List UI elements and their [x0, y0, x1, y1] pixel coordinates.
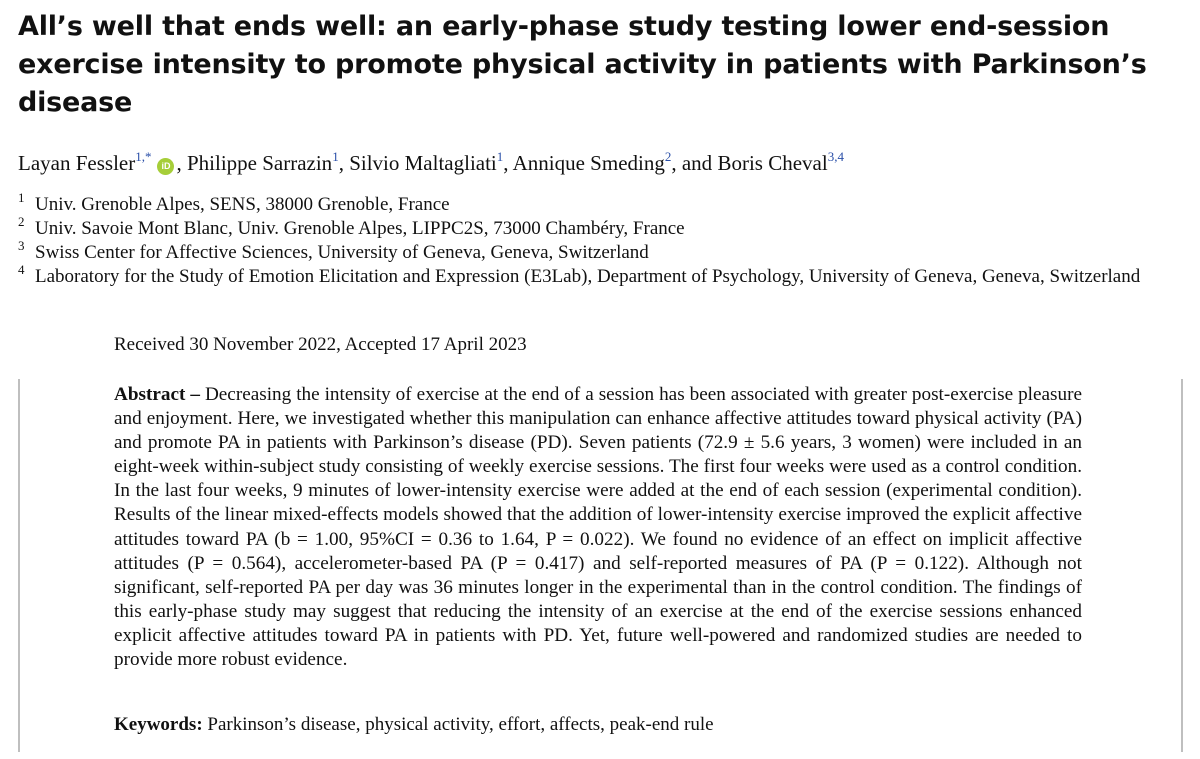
- received-accepted-dates: Received 30 November 2022, Accepted 17 April 2023: [114, 334, 527, 355]
- affiliation-text: Swiss Center for Affective Sciences, University of Geneva, Geneva, Switzerland: [35, 242, 649, 263]
- affiliation-number: 4: [18, 262, 25, 277]
- affiliation-text: Univ. Grenoble Alpes, SENS, 38000 Grenoble, France: [35, 194, 450, 215]
- affiliation-text: Laboratory for the Study of Emotion Elicitation and Expression (E3Lab), Department of Psychology, University of Geneva, Geneva, Switzerland: [35, 266, 1141, 287]
- affiliation: [18, 238, 1188, 265]
- affiliation-list: [18, 190, 1188, 289]
- author-name: Annique Smeding: [512, 151, 665, 175]
- affiliation-text: Univ. Savoie Mont Blanc, Univ. Grenoble Alpes, LIPPC2S, 73000 Chambéry, France: [35, 218, 685, 239]
- author-sep: ,: [176, 151, 187, 175]
- abstract: [114, 383, 1082, 672]
- author-affil-sup: 1: [496, 149, 504, 164]
- author-affil-sup: 2: [664, 149, 672, 164]
- author-name: Boris Cheval: [717, 151, 828, 175]
- abstract-right-rule: [1181, 379, 1183, 752]
- abstract-label: Abstract –: [114, 384, 200, 405]
- author-name: Layan Fessler: [18, 151, 136, 175]
- author-affil-sup: 1,*: [135, 149, 152, 164]
- keywords: [114, 713, 714, 737]
- author-sep: ,: [503, 151, 513, 175]
- affiliation: [18, 190, 1188, 217]
- author-name: Philippe Sarrazin: [186, 151, 333, 175]
- author-name: Silvio Maltagliati: [349, 151, 497, 175]
- keywords-label: Keywords:: [114, 714, 203, 735]
- affiliation-number: 3: [18, 238, 25, 253]
- keywords-text: Parkinson’s disease, physical activity, effort, affects, peak-end rule: [207, 714, 714, 735]
- orcid-icon[interactable]: iD: [157, 158, 174, 175]
- paper-title: All’s well that ends well: an early-phase study testing lower end-session exercise intensity to promote physical activity in patients with Parkinson’s disease: [18, 11, 1147, 118]
- abstract-text: Decreasing the intensity of exercise at the end of a session has been associated with greater post-exercise pleasure and enjoyment. Here, we investigated whether this manipulation can enhance affective attitudes toward physical activity (PA) and promote PA in patients with Parkinson’s disease (PD). Seven patients (72.9 ± 5.6 years, 3 women) were included in an eight-week within-subject study consisting of weekly exercise sessions. The first four weeks were used as a control condition. In the last four weeks, 9 minutes of lower-intensity exercise were added at the end of each session (experimental condition). Results of the linear mixed-effects models showed that the addition of lower-intensity exercise improved the explicit affective attitudes toward PA (b = 1.00, 95%CI = 0.36 to 1.64, P = 0.022). We found no evidence of an effect on implicit affective attitudes (P = 0.564), accelerometer-based PA (P = 0.417) and self-reported measures of PA (P = 0.122). Although not significant, self-reported PA per day was 36 minutes longer in the experimental than in the control condition. The findings of this early-phase study may suggest that reducing the intensity of an exercise at the end of the exercise sessions enhanced explicit affective attitudes toward PA in patients with PD. Yet, future well-powered and randomized studies are needed to provide more robust evidence.: [114, 384, 1083, 671]
- author-sep: ,: [338, 151, 350, 175]
- author-list: [18, 148, 1188, 178]
- affiliation-number: 1: [18, 190, 25, 205]
- author-sep: , and: [671, 151, 718, 175]
- affiliation: [18, 214, 1188, 241]
- abstract-left-rule: [18, 379, 20, 752]
- author-affil-sup: 1: [332, 149, 339, 164]
- affiliation-number: 2: [18, 214, 25, 229]
- author-affil-sup: 3,4: [827, 149, 844, 164]
- affiliation: [18, 262, 1188, 289]
